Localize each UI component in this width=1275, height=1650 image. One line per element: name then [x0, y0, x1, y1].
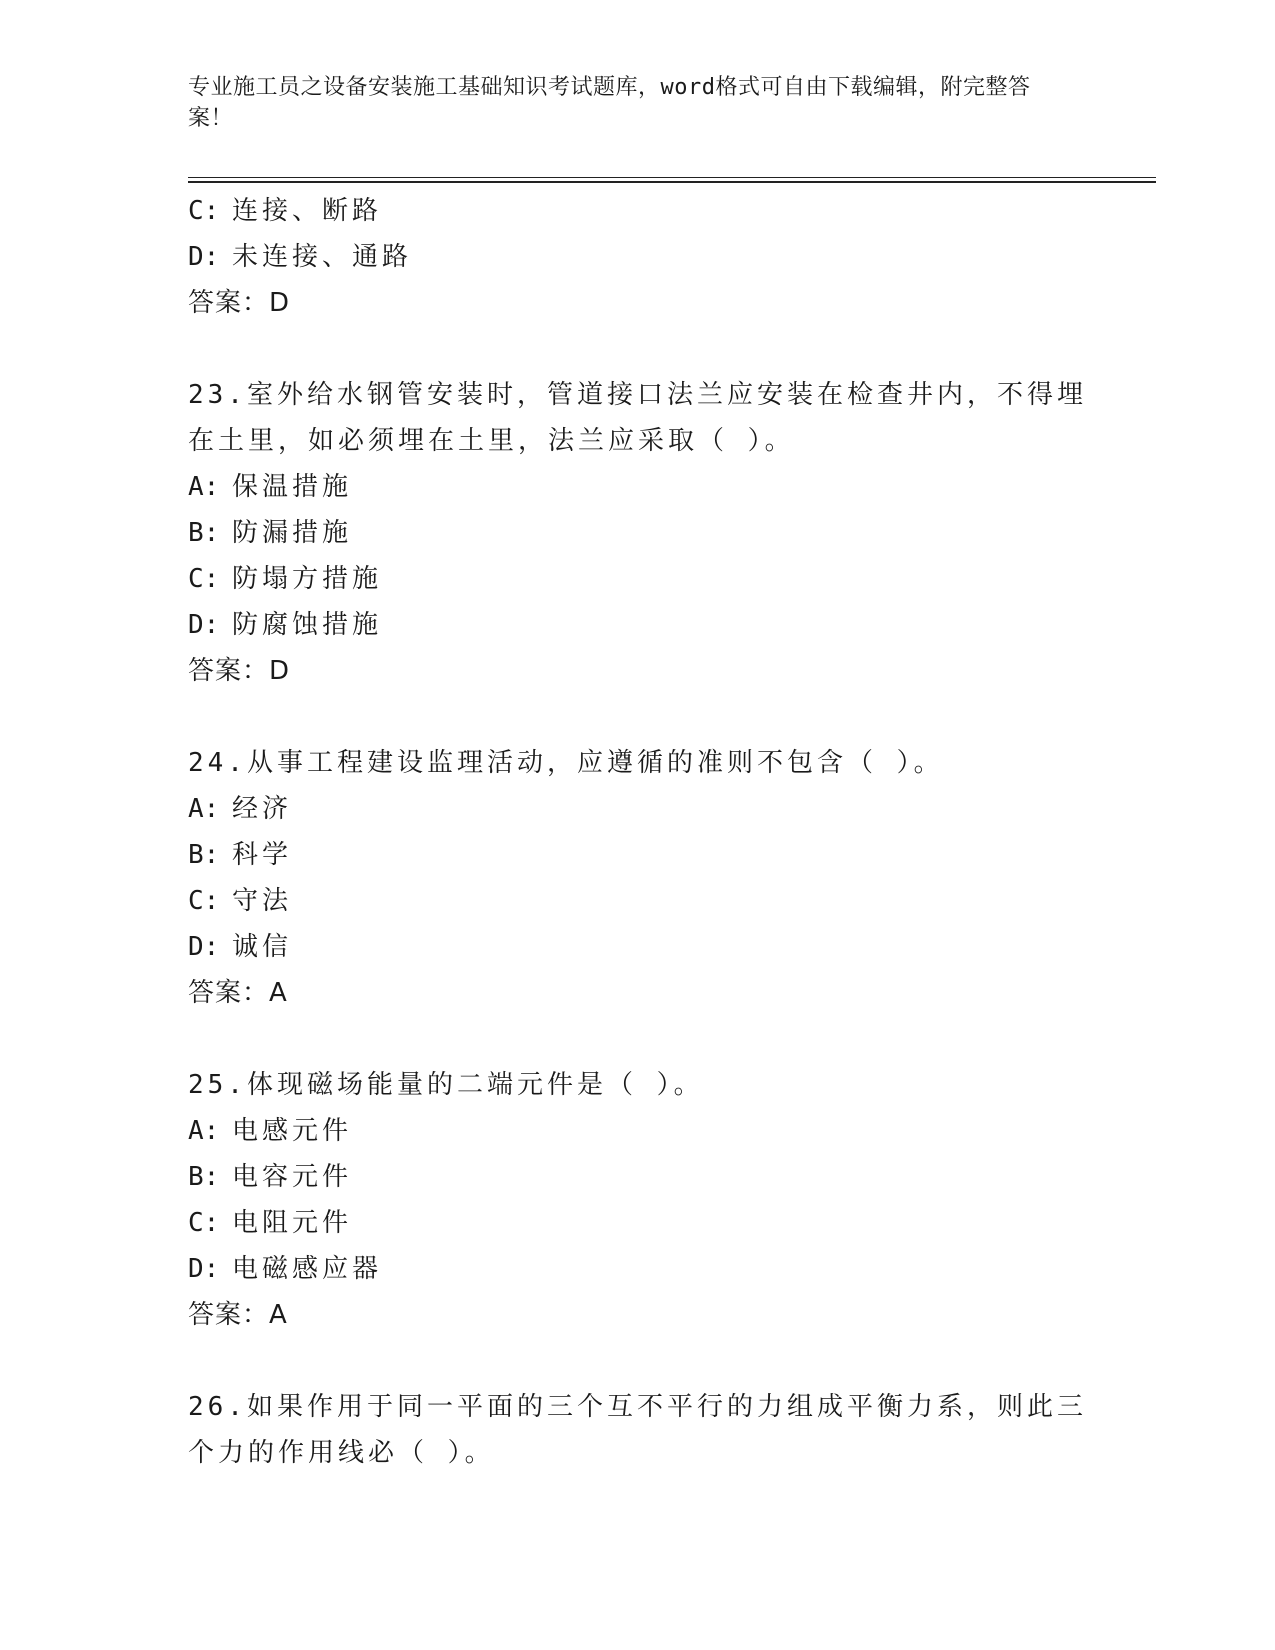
- question-25: [188, 1062, 1088, 1338]
- option-text: 防漏措施: [232, 518, 353, 548]
- option-text: 电磁感应器: [232, 1254, 383, 1284]
- option-a: [188, 1108, 1088, 1154]
- question-stem: 26.如果作用于同一平面的三个互不平行的力组成平衡力系，则此三个力的作用线必（ ）。: [188, 1392, 1087, 1468]
- option-d: [188, 234, 1088, 280]
- option-d: [188, 924, 1088, 970]
- option-letter: B:: [188, 518, 220, 548]
- option-b: [188, 832, 1088, 878]
- option-text: 防腐蚀措施: [232, 610, 383, 640]
- option-letter: B:: [188, 1162, 220, 1192]
- question-gap: [188, 1338, 1088, 1384]
- option-d: [188, 1246, 1088, 1292]
- option-text: 科学: [232, 840, 293, 870]
- question-stem: 23.室外给水钢管安装时，管道接口法兰应安装在检查井内，不得埋在土里，如必须埋在土里，法兰应采取（ ）。: [188, 380, 1087, 456]
- option-letter: A:: [188, 1116, 220, 1146]
- answer-line: 答案：A: [188, 1300, 288, 1330]
- option-a: [188, 786, 1088, 832]
- option-text: 电阻元件: [232, 1208, 353, 1238]
- option-letter: C:: [188, 1208, 220, 1238]
- option-text: 诚信: [232, 932, 293, 962]
- option-c: [188, 878, 1088, 924]
- question-gap: [188, 694, 1088, 740]
- page-header-title: 专业施工员之设备安装施工基础知识考试题库，word格式可自由下载编辑，附完整答案！: [188, 75, 1031, 131]
- question-24: [188, 740, 1088, 1016]
- option-c: [188, 1200, 1088, 1246]
- option-text: 守法: [232, 886, 293, 916]
- carryover-question: [188, 188, 1088, 326]
- option-letter: C:: [188, 196, 220, 226]
- header-divider-thin: [188, 177, 1156, 178]
- option-text: 电容元件: [232, 1162, 353, 1192]
- option-letter: C:: [188, 564, 220, 594]
- question-gap: [188, 326, 1088, 372]
- question-stem: 24.从事工程建设监理活动，应遵循的准则不包含（ ）。: [188, 748, 944, 778]
- header-divider-thick: [188, 181, 1156, 183]
- option-letter: D:: [188, 932, 220, 962]
- option-letter: A:: [188, 794, 220, 824]
- question-content: [188, 188, 1088, 1476]
- option-b: [188, 510, 1088, 556]
- option-text: 电感元件: [232, 1116, 353, 1146]
- option-letter: D:: [188, 610, 220, 640]
- option-text: 未连接、通路: [232, 242, 413, 272]
- question-stem: 25.体现磁场能量的二端元件是（ ）。: [188, 1070, 704, 1100]
- question-gap: [188, 1016, 1088, 1062]
- option-a: [188, 464, 1088, 510]
- option-letter: D:: [188, 1254, 220, 1284]
- option-letter: A:: [188, 472, 220, 502]
- option-text: 防塌方措施: [232, 564, 383, 594]
- option-text: 连接、断路: [232, 196, 383, 226]
- answer-line: 答案：D: [188, 288, 291, 318]
- option-letter: B:: [188, 840, 220, 870]
- question-23: [188, 372, 1088, 694]
- option-d: [188, 602, 1088, 648]
- option-letter: D:: [188, 242, 220, 272]
- option-b: [188, 1154, 1088, 1200]
- answer-line: 答案：A: [188, 978, 288, 1008]
- option-c: [188, 188, 1088, 234]
- question-26: [188, 1384, 1088, 1476]
- option-text: 保温措施: [232, 472, 353, 502]
- option-c: [188, 556, 1088, 602]
- option-letter: C:: [188, 886, 220, 916]
- option-text: 经济: [232, 794, 293, 824]
- answer-line: 答案：D: [188, 656, 291, 686]
